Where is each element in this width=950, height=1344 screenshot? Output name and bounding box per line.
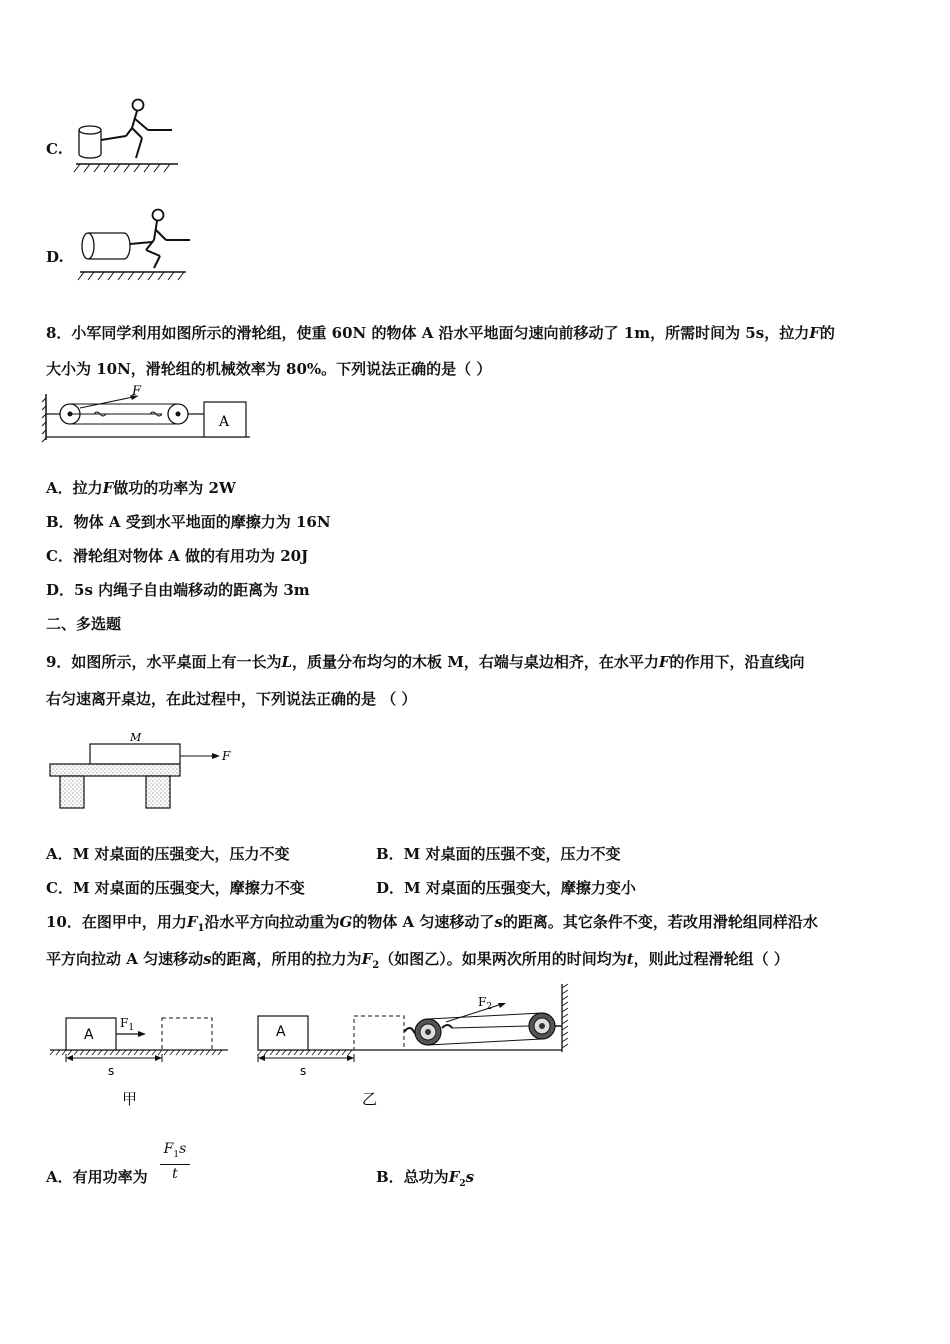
q9-option-a: A．M 对桌面的压强变大，压力不变 bbox=[46, 845, 290, 863]
q10-option-b: B．总功为$F_2s$ bbox=[376, 1168, 475, 1189]
q10-yi-force-label: $F_2$ bbox=[478, 995, 493, 1012]
q8-force-label: F bbox=[132, 384, 142, 399]
q9-option-d: D．M 对桌面的压强变大，摩擦力变小 bbox=[376, 879, 636, 897]
section-heading-multi-choice: 二、多选题 bbox=[46, 615, 122, 633]
q9-stem-line2: 右匀速离开桌边，在此过程中，下列说法正确的是 （ ） bbox=[46, 690, 417, 708]
q10-yi-block-label: A bbox=[276, 1024, 286, 1040]
q8-block-label: A bbox=[219, 414, 230, 430]
q8-option-d: D．5s 内绳子自由端移动的距离为 3m bbox=[46, 581, 310, 599]
q7-option-c-label: C. bbox=[46, 140, 63, 158]
q8-pulley-figure bbox=[42, 384, 254, 444]
q9-option-c: C．M 对桌面的压强变大，摩擦力不变 bbox=[46, 879, 305, 897]
q10-stem-line2: 平方向拉动 A 匀速移动s的距离，所用的拉力为$F_2$（如图乙）。如果两次所用的时间均为t，则此过程滑轮组（ ） bbox=[46, 950, 789, 971]
q8-stem-line2: 大小为 10N，滑轮组的机械效率为 80%。下列说法正确的是（ ） bbox=[46, 360, 492, 378]
q9-option-b: B．M 对桌面的压强不变，压力不变 bbox=[376, 845, 621, 863]
q10-jia-distance-label: s bbox=[108, 1064, 115, 1078]
q10-yi-distance-label: s bbox=[300, 1064, 307, 1078]
q8-option-a: A．拉力F做功的功率为 2W bbox=[46, 479, 236, 497]
q10-stem-line1: 10．在图甲中，用力$F_1$沿水平方向拉动重为G的物体 A 匀速移动了s的距离。其它条件不变，若改用滑轮组同样沿水 bbox=[46, 913, 818, 934]
q7-option-d-label: D. bbox=[46, 248, 64, 266]
q7-option-d-figure bbox=[74, 206, 194, 286]
q8-option-c: C．滑轮组对物体 A 做的有用功为 20J bbox=[46, 547, 309, 565]
q10-yi-caption: 乙 bbox=[362, 1090, 378, 1108]
q10-figure-yi bbox=[256, 982, 576, 1114]
q7-option-c-figure bbox=[72, 96, 182, 176]
fraction-numerator: $F_1s$ bbox=[160, 1140, 190, 1165]
fraction-denominator: t bbox=[172, 1165, 178, 1182]
q9-table-figure bbox=[48, 728, 238, 812]
q10-option-a-fraction bbox=[160, 1140, 190, 1183]
q10-figure-jia bbox=[46, 1004, 232, 1114]
q10-option-a: A．有用功率为 bbox=[46, 1168, 148, 1186]
q10-jia-caption: 甲 bbox=[122, 1090, 138, 1108]
q8-stem-line1: 8．小军同学利用如图所示的滑轮组，使重 60N 的物体 A 沿水平地面匀速向前移动了 1m，所需时间为 5s，拉力F的 bbox=[46, 324, 835, 342]
q9-stem-line1: 9．如图所示，水平桌面上有一长为L，质量分布均匀的木板 M，右端与桌边相齐，在水平力F的作用下，沿直线向 bbox=[46, 653, 805, 671]
q10-jia-block-label: A bbox=[84, 1027, 94, 1043]
q8-option-b: B．物体 A 受到水平地面的摩擦力为 16N bbox=[46, 513, 331, 531]
q9-board-label: M bbox=[130, 731, 142, 744]
q10-jia-force-label: $F_1$ bbox=[120, 1016, 135, 1033]
q9-force-label: F bbox=[222, 749, 231, 763]
